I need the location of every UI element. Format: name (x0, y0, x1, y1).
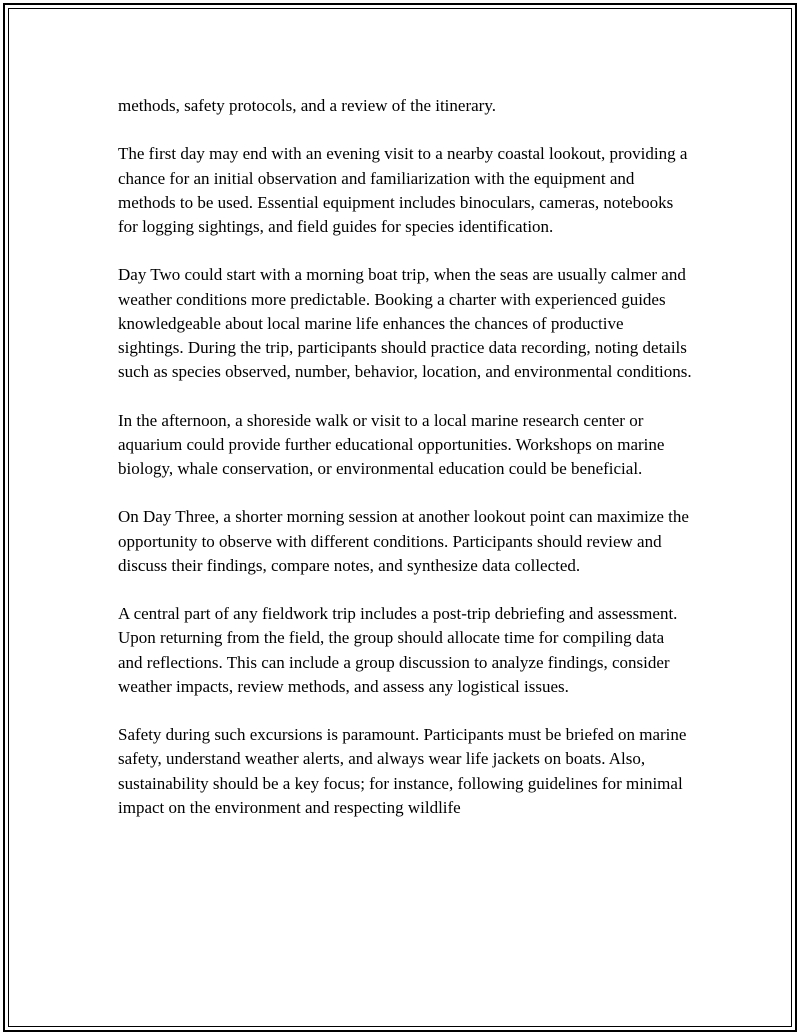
document-body (118, 94, 692, 844)
paragraph-day-two-boat-trip: Day Two could start with a morning boat trip, when the seas are usually calmer and weather conditions more predictable. Booking a charter with experienced guides knowledgeable about local marine life enhances the chances of productive sightings. During the trip, participants should practice data recording, noting details such as species observed, number, behavior, location, and environmental conditions. (118, 265, 692, 382)
paragraph-debriefing: A central part of any fieldwork trip includes a post-trip debriefing and assessment. Upon returning from the field, the group should allocate time for compiling data and reflections. This can include a group discussion to analyze findings, consider weather impacts, review methods, and assess any logistical issues. (118, 604, 678, 696)
paragraph-safety-sustainability: Safety during such excursions is paramount. Participants must be briefed on marine safety, understand weather alerts, and always wear life jackets on boats. Also, sustainability should be a key focus; for instance, following guidelines for minimal impact on the environment and respecting wildlife (118, 725, 687, 817)
paragraph-day-three: On Day Three, a shorter morning session at another lookout point can maximize the opportunity to observe with different conditions. Participants should review and discuss their findings, compare notes, and synthesize data collected. (118, 507, 689, 575)
paragraph-itinerary-review: methods, safety protocols, and a review of the itinerary. (118, 96, 496, 115)
paragraph-day-one-evening: The first day may end with an evening visit to a nearby coastal lookout, providing a chance for an initial observation and familiarization with the equipment and methods to be used. Essential equipment includes binoculars, cameras, notebooks for logging sightings, and field guides for species identification. (118, 144, 688, 236)
paragraph-afternoon-activities: In the afternoon, a shoreside walk or visit to a local marine research center or aquarium could provide further educational opportunities. Workshops on marine biology, whale conservation, or environmental education could be beneficial. (118, 410, 665, 478)
